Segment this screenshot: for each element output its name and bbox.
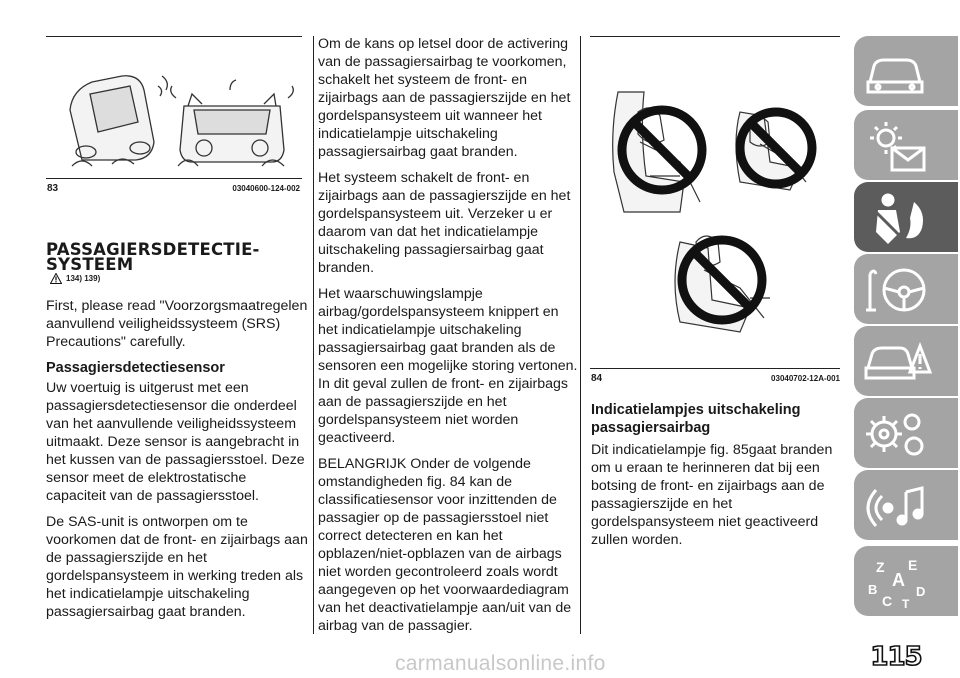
top-rule [590,36,840,37]
tab-steering[interactable] [854,254,958,324]
paragraph: Om de kans op letsel door de activering van de passagiersairbag te voorkomen, schakelt het systeem de front- en zijairbags aan de passagierszijde en het gordelspansysteem uit wanneer het indicatielampje uitschakeling passagiersairbag gaat branden. [318,36,571,160]
tab-maintenance[interactable] [854,398,958,468]
seatbelt-airbag-icon [862,188,932,246]
svg-text:C: C [882,593,893,609]
section-title [46,242,260,272]
figure-83-illustration [52,50,300,170]
multimedia-icon [862,476,932,534]
warning-triangle-icon [50,273,62,284]
svg-text:D: D [916,584,926,599]
paragraph: Het waarschuwingslampje airbag/gordelspansysteem knippert en het indicatielampje uitschakeling passagiersairbag gaat branden als de sensoren een mogelijke storing vertonen. In dit geval zullen de front- en zijairbags aan de passagierszijde en het gordelspansysteem niet worden geactiveerd. [318,286,578,446]
figure-number: 83 [47,183,59,194]
tab-index[interactable] [854,546,958,616]
left-column-text [46,297,308,629]
figure-rule [46,178,302,179]
maintenance-gears-icon [862,404,932,462]
subheading-indicator: Indicatielampjes uitschakeling passagiersairbag [591,402,801,436]
middle-column-text [318,35,580,643]
tab-car-dashboard[interactable] [854,36,958,106]
watermark: carmanualsonline.info [395,652,606,675]
column-divider [580,36,581,634]
alphabetical-index-icon [862,552,932,610]
paragraph: BELANGRIJK Onder de volgende omstandigheden fig. 84 kan de classificatiesensor voor inzittenden de passagier op de passagiersstoel niet correct detecteren en kan het opblazen/niet-opblazen van de airbags niet worden gecontroleerd zoals wordt aangegeven op het voorwaardediagram van het deactivatielampje aan/uit van de airbag van de passagier. [318,456,572,634]
svg-text:T: T [902,597,910,610]
tab-safety[interactable] [854,182,958,252]
svg-text:Z: Z [876,559,885,575]
warning-references [50,273,100,284]
car-dashboard-icon [862,42,932,100]
tab-multimedia[interactable] [854,470,958,540]
paragraph: Het systeem schakelt de front- en zijairbags aan de passagierszijde en het gordelspansysteem uit. Verzeker u er daarom van dat het indicatielampje uitschakeling passagiersairbag gaat branden. [318,170,571,276]
subheading-sensor: Passagiersdetectiesensor [46,360,225,376]
warning-refs-text: 134) 139) [66,274,101,283]
tab-emergency[interactable] [854,326,958,396]
figure-code: 03040600-124-002 [232,184,300,193]
intro-paragraph: First, please read "Voorzorgsmaatregelen aanvullend veiligheidssysteem (SRS) Precautions" carefully. [46,298,308,350]
figure-84-illustration [600,72,838,362]
steering-wheel-icon [862,260,932,318]
top-rule [46,36,302,37]
svg-text:E: E [908,557,918,573]
figure-number: 84 [591,373,603,384]
section-title-line-2: SYSTEEM [46,255,134,274]
figure-code: 03040702-12A-001 [771,374,840,383]
tab-warning-lights[interactable] [854,110,958,180]
column-divider [313,36,314,634]
warning-lights-mail-icon [862,116,932,174]
paragraph: Uw voertuig is uitgerust met een passagiersdetectiesensor die onderdeel van het aanvullende veiligheidssysteem uitmaakt. Deze sensor is aangebracht in het kussen van de passagiersstoel. Deze sensor meet de elektrostatische capaciteit van de passagiersstoel. [46,380,305,504]
paragraph: De SAS-unit is ontworpen om te voorkomen dat de front- en zijairbags aan de passagierszijde en het gordelspansysteem in werking treden als het indicatielampje uitschakeling passagiersairbag gaat branden. [46,514,308,620]
section-title-line-1: PASSAGIERSDETECTIE- [46,240,260,259]
paragraph: Dit indicatielampje fig. 85gaat branden om u eraan te herinneren dat bij een botsing de front- en zijairbags aan de passagierszijde en het gordelspansysteem niet geactiveerd zullen worden. [591,442,833,548]
right-column-text [591,401,841,549]
breakdown-car-icon [862,332,932,390]
svg-text:B: B [868,582,878,597]
page-number: 115 [870,642,922,672]
svg-text:A: A [892,570,905,590]
figure-rule [590,368,840,369]
